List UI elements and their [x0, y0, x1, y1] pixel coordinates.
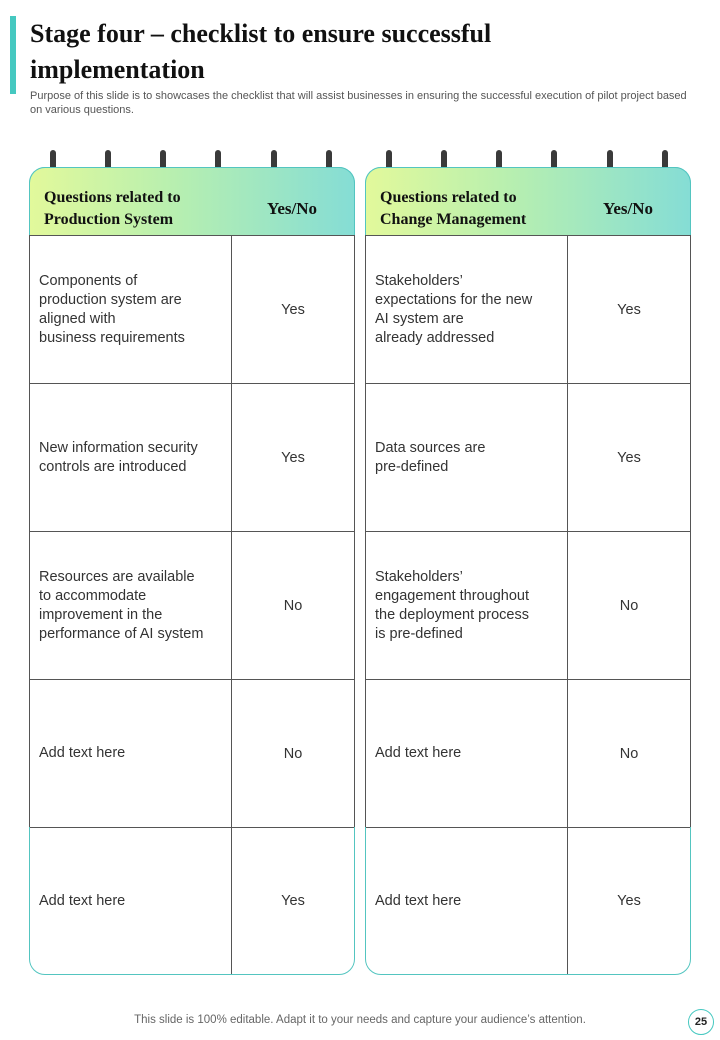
table-row [365, 383, 691, 531]
question-cell: Add text here [366, 828, 568, 974]
table-row [29, 235, 355, 383]
page-title: Stage four – checklist to ensure successful implementation [30, 19, 492, 84]
answer-cell: Yes [281, 893, 305, 909]
answer-cell: Yes [281, 301, 305, 318]
checklist-header [365, 167, 691, 235]
table-row [365, 531, 691, 679]
answer-cell: Yes [617, 893, 641, 909]
question-cell: Resources are available to accommodate improvement in the performance of AI system [30, 532, 232, 679]
answer-cell: No [283, 745, 303, 762]
table-row [365, 235, 691, 383]
table-row [366, 827, 690, 974]
page-subtitle: Purpose of this slide is to showcases the checklist that will assist businesses in ensuring the successful execution of pilot project based on various questions. [30, 90, 687, 116]
question-cell: Stakeholders’ expectations for the new AI system are already addressed [366, 236, 568, 383]
question-cell: Stakeholders’ engagement throughout the deployment process is pre-defined [366, 532, 568, 679]
answer-heading: Yes/No [602, 199, 654, 218]
question-cell: Data sources are pre-defined [366, 384, 568, 531]
answer-cell: Yes [281, 449, 305, 466]
table-row [29, 531, 355, 679]
question-cell: Components of production system are aligned with business requirements [30, 236, 232, 383]
table-row [29, 383, 355, 531]
answer-heading: Yes/No [266, 199, 318, 218]
footer-note: This slide is 100% editable. Adapt it to your needs and capture your audience’s attention. [134, 1014, 586, 1026]
question-cell: Add text here [30, 828, 232, 974]
title-accent-bar [10, 16, 16, 94]
questions-heading: Questions related to Production System [44, 189, 181, 228]
checklist-header [29, 167, 355, 235]
question-cell: Add text here [30, 680, 232, 827]
page-number: 25 [688, 1009, 714, 1035]
answer-cell: Yes [617, 449, 641, 466]
table-row [29, 679, 355, 827]
questions-heading: Questions related to Change Management [380, 189, 527, 228]
answer-cell: No [619, 745, 639, 762]
production-system-checklist [29, 167, 355, 975]
table-row [30, 827, 354, 974]
question-cell: New information security controls are introduced [30, 384, 232, 531]
change-management-checklist [365, 167, 691, 975]
question-cell: Add text here [366, 680, 568, 827]
answer-cell: Yes [617, 301, 641, 318]
table-row [365, 679, 691, 827]
answer-cell: No [283, 597, 303, 614]
answer-cell: No [619, 597, 639, 614]
